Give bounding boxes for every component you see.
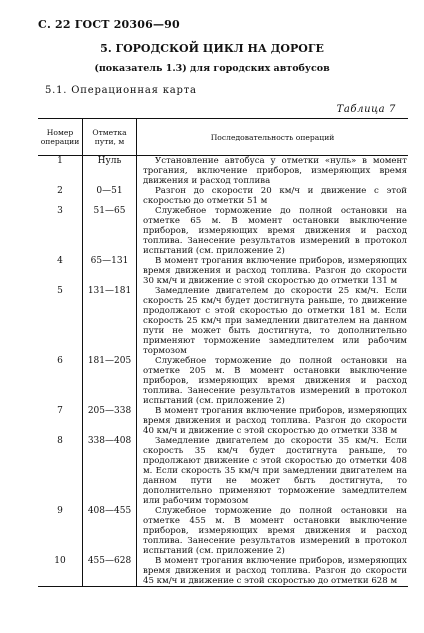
row-sequence: Служебное торможение до полной остановки на отметке 455 м. В момент остановки выключение приборов, измеряющих время движения и расход топлива. Занесение результатов измерений в протокол испытаний (см. приложение 2) (143, 506, 407, 556)
row-sequence: Замедление двигателем до скорости 35 км/ч. Если скорость 35 км/ч будет достигнута раньше, то продолжают движение с этой скоростью до отметки 408 м. Если скорость 35 км/ч при замедлении двигателем на данном пути не может быть достигнута, то дополнительно применяют торможение замедлителем или рабочим тормозом (143, 436, 407, 506)
table-row (38, 556, 408, 586)
table-row (38, 406, 408, 436)
table-row (38, 506, 408, 556)
table-caption: Таблица 7 (336, 104, 396, 115)
row-mark: 51—65 (83, 206, 137, 256)
row-mark: Нуль (83, 156, 137, 186)
operations-table (38, 118, 408, 587)
row-number: 3 (38, 206, 83, 256)
row-mark: 131—181 (83, 286, 137, 356)
table-row (38, 206, 408, 256)
table-row (38, 256, 408, 286)
row-sequence: Служебное торможение до полной остановки на отметке 205 м. В момент остановки выключение приборов, измеряющих время движения и расход топлива. Занесение результатов измерений в протокол испытаний (см. приложение 2) (143, 356, 407, 406)
row-number: 2 (38, 186, 83, 206)
row-mark: 408—455 (83, 506, 137, 556)
subsection-heading: 5.1. Операционная карта (45, 85, 197, 96)
row-mark: 181—205 (83, 356, 137, 406)
row-number: 1 (38, 156, 83, 186)
table-row (38, 356, 408, 406)
table-body (38, 156, 408, 586)
table-row (38, 156, 408, 186)
table-row (38, 286, 408, 356)
table-row (38, 436, 408, 506)
row-mark: 455—628 (83, 556, 137, 586)
row-sequence: Установление автобуса у отметки «нуль» в момент трогания, включение приборов, измеряющих время движения и расход топлива (143, 156, 407, 186)
row-sequence: Служебное торможение до полной остановки на отметке 65 м. В момент остановки выключение приборов, измеряющих время движения и расход топлива. Занесение результатов измерений в протокол испытаний (см. приложение 2) (143, 206, 407, 256)
row-mark: 0—51 (83, 186, 137, 206)
row-number: 8 (38, 436, 83, 506)
row-sequence: В момент трогания включение приборов, измеряющих время движения и расход топлива. Разгон до скорости 40 км/ч и движение с этой скоростью до отметки 338 м (143, 406, 407, 436)
row-number: 10 (38, 556, 83, 586)
table-row (38, 186, 408, 206)
header-sequence: Последовательность операций (210, 132, 335, 142)
row-number: 5 (38, 286, 83, 356)
row-sequence: В момент трогания включение приборов, измеряющих время движения и расход топлива. Разгон до скорости 45 км/ч и движение с этой скоростью до отметки 628 м (143, 556, 407, 586)
row-sequence: Разгон до скорости 20 км/ч и движение с этой скоростью до отметки 51 м (143, 186, 407, 206)
header-number: Номер операции (38, 119, 83, 155)
row-number: 7 (38, 406, 83, 436)
section-subtitle: (показатель 1.3) для городских автобусов (94, 63, 330, 74)
row-sequence: В момент трогания включение приборов, измеряющих время движения и расход топлива. Разгон до скорости 30 км/ч и движение с этой скоростью до отметки 131 м (143, 256, 407, 286)
row-number: 9 (38, 506, 83, 556)
row-number: 6 (38, 356, 83, 406)
section-title: 5. ГОРОДСКОЙ ЦИКЛ НА ДОРОГЕ (100, 42, 324, 55)
page-header: С. 22 ГОСТ 20306—90 (38, 18, 180, 31)
row-number: 4 (38, 256, 83, 286)
header-mark: Отметка пути, м (83, 119, 137, 155)
table-header (38, 119, 408, 156)
row-mark: 205—338 (83, 406, 137, 436)
row-mark: 65—131 (83, 256, 137, 286)
row-sequence: Замедление двигателем до скорости 25 км/ч. Если скорость 25 км/ч будет достигнута раньше, то движение продолжают с этой скоростью до отметки 181 м. Если скорость 25 км/ч при замедлении двигателем на данном пути не может быть достигнута, то дополнительно применяют торможение замедлителем или рабочим тормозом (143, 286, 407, 356)
row-mark: 338—408 (83, 436, 137, 506)
